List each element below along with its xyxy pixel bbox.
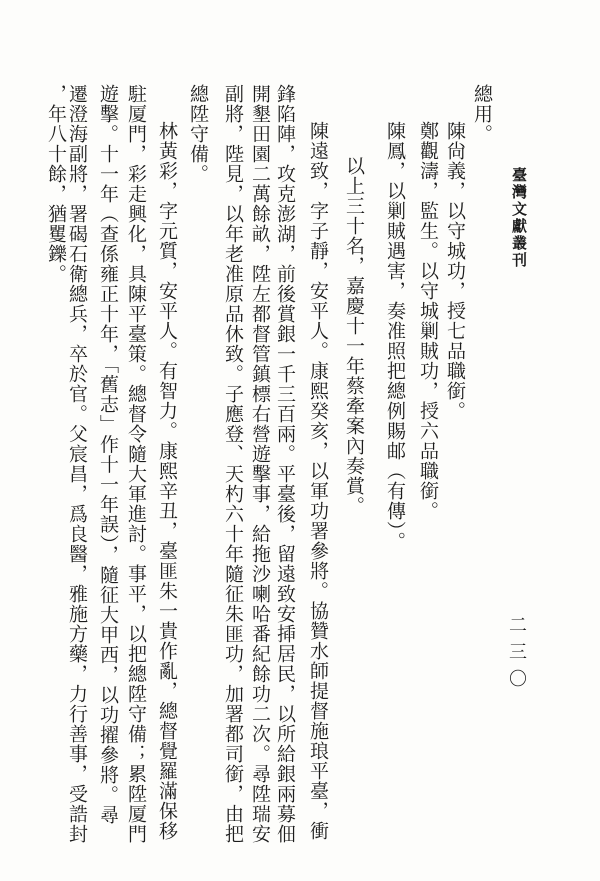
text-column-3: 鄭觀濤，監生。以守城剿賊功，授六品職銜。 [417, 121, 438, 521]
text-column-14: 遷澄海副將，署碣石衛總兵，卒於官。父宸昌，爲良醫，雅施方藥，力行善事，受誥封 [66, 84, 87, 844]
text-column-13: 遊擊。十一年（查係雍正十年，「舊志」作十一年誤），隨征大甲西，以功擢參將。尋 [97, 84, 118, 825]
page-number: 二三〇 [507, 615, 527, 696]
text-column-5: 以上三十名，嘉慶十一年蔡牽案內奏賞。 [343, 156, 364, 516]
text-column-9: 副將，陛見，以年老准原品休致。子應登、天杓六十年隨征朱匪功，加署都司銜，由把 [222, 84, 243, 844]
text-column-10: 總陞守備。 [187, 84, 208, 184]
text-column-1: 總用。 [471, 84, 492, 144]
text-column-12: 駐厦門，彩走興化，具陳平臺策。總督令隨大軍進討。事平，以把總陞守備；累陞厦門 [125, 84, 146, 844]
text-column-4: 陳鳳，以剿賊遇害，奏准照把總例賜邮（有傳）。 [384, 121, 405, 552]
running-head-series-title: 臺灣文獻叢刊 [510, 167, 526, 269]
text-column-11: 林黃彩，字元質，安平人。有智力。康熙辛丑，臺匪朱一貴作亂，總督覺羅滿保移 [156, 121, 177, 841]
text-column-2: 陳尙義，以守城功，授七品職銜。 [444, 121, 465, 421]
text-column-6: 陳遠致，字子靜，安平人。康熙癸亥，以軍功署參將。協贊水師提督施琅平臺，衝 [307, 121, 328, 841]
text-column-15: ，年八十餘，猶矍鑠。 [45, 84, 66, 284]
text-column-7: 鋒陷陣，攻克澎湖，前後賞銀一千三百兩。平臺後，留遠致安揷居民，以所給銀兩募佃 [274, 84, 295, 844]
text-column-8: 開墾田園二萬餘畝，陞左都督管鎮標右營遊擊事，給拖沙喇哈番紀餘功二次。尋陞瑞安 [249, 84, 270, 844]
